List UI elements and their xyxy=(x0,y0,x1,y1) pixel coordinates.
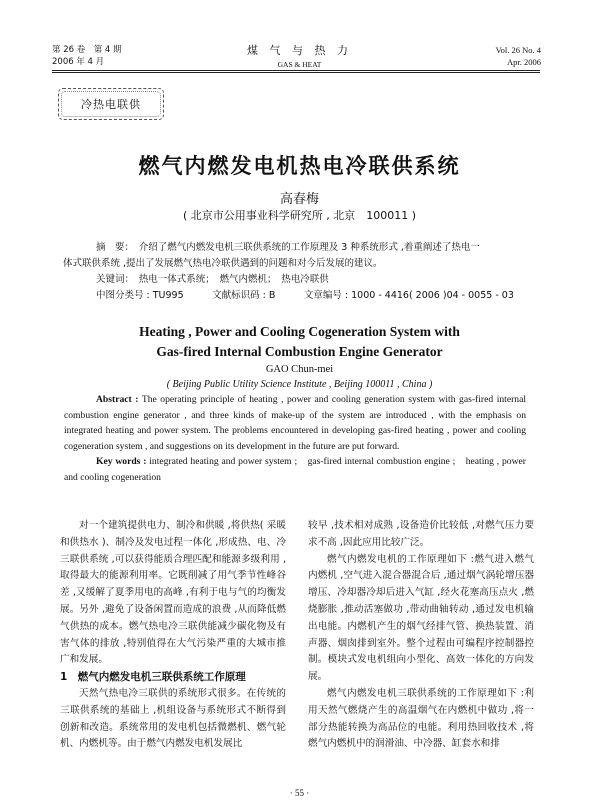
author-en: GAO Chun-mei xyxy=(265,364,334,375)
section-heading-1: 1 燃气内燃发电机三联供系统工作原理 xyxy=(60,671,246,684)
journal-name-cn: 煤 气 与 热 力 xyxy=(247,44,352,57)
author-cn: 高春梅 xyxy=(279,192,319,207)
article-title-cn: 燃气内燃发电机热电冷联供系统 xyxy=(138,154,461,178)
article-title-en-line1: Heating , Power and Cooling Cogeneration System with xyxy=(139,324,460,339)
keywords-cn: 关键词： 热电一体式系统； 燃气内燃机； 热电冷联供 xyxy=(96,274,329,285)
keywords-en-paragraph xyxy=(64,454,526,485)
body-paragraph: 较早 ,技术相对成熟 ,设备造价比较低 ,对燃气压力要求不高 ,因此应用比较广泛。 xyxy=(308,520,534,548)
article-title-en-line2: Gas-fired Internal Combustion Engine Generator xyxy=(156,344,443,359)
keywords-en-text: integrated heating and power system ; gas-fired internal combustion engine ; heating , power and cooling cogeneration xyxy=(64,456,526,483)
body-paragraph: 对一个建筑提供电力、制冷和供暖 ,将供热( 采暖和供热水 )、制冷及发电过程一体化 ,形成热、电、冷三联供系统 ,可以获得能质合理匹配和能源多级利用 ,取得最大的能源利用率。它既削减了用气季节性峰谷差 ,又缓解了夏季用电的高峰 ,有利于电与气的均衡发展。另外 ,避免了设备闲置而造成的浪费 ,从而降低燃气供热的成本。燃气热电冷三联供能减少碳化物及有害气体的排放 ,特别值得在大气污染严重的大城市推广和发展。 xyxy=(60,520,286,666)
body-paragraph: 天然气热电冷三联供的系统形式很多。在传统的三联供系统的基础上 ,机组设备与系统形式不断得到创新和改造。系统常用的发电机包括微燃机、燃气轮机、内燃机等。由于燃气内燃发电机发展比 xyxy=(60,687,286,750)
abstract-en-paragraph xyxy=(64,392,526,454)
page-number: · 55 · xyxy=(289,788,310,798)
article-title-en xyxy=(0,322,599,362)
keywords-en-label: Key words : xyxy=(96,456,147,468)
header-rule-thin xyxy=(52,72,540,73)
abstract-en-label: Abstract : xyxy=(96,394,139,405)
abstract-en-text: The operating principle of heating , power and cooling generation system with gas-fired internal combustion engine generator , and three kinds of make-up of the system are introduced , with the emphasis on integrated heating and power system. The problems encountered in developing gas-fired heating , power and cooling cogeneration system , and suggestions on its development in the future are put forward. xyxy=(64,394,526,452)
column-badge xyxy=(58,88,164,120)
affiliation-cn: ( 北京市公用事业科学研究所 , 北京 100011 ) xyxy=(182,209,417,222)
abstract-cn-line1: 摘 要： 介绍了燃气内燃发电机三联供系统的工作原理及 3 种系统形式 ,着重阐述了热电一 xyxy=(96,242,480,253)
date-cn: 2006 年 4 月 xyxy=(52,57,105,67)
volume-en: Vol. 26 No. 4 xyxy=(495,45,541,55)
header-rule xyxy=(52,70,540,71)
classification-cn: 中图分类号 : TU995 文献标识码 : B 文章编号 : 1000 - 4416( 2006 )04 - 0055 - 03 xyxy=(96,290,514,301)
body-column-left xyxy=(60,518,286,753)
abstract-cn-line2: 体式联供系统 ,提出了发展燃气热电冷联供遇到的问题和对今后发展的建议。 xyxy=(63,258,383,269)
column-badge-label: 冷热电联供 xyxy=(81,98,141,111)
body-paragraph: 燃气内燃发电机的工作原理如下 :燃气进入燃气内燃机 ,空气进入混合器混合后 ,通过烟气涡轮增压器增压、冷却器冷却后进入气缸 ,经火花塞高压点火 ,燃烧膨胀 ,推动活塞做功 ,带动曲轴转动 ,通过发电机输出电能。内燃机产生的烟气经排气管、换热装置、消声器、烟囱排到室外。整个过程由可编程序控制器控制。模块式发电机组向小型化、高效一体化的方向发展。 xyxy=(308,553,534,683)
date-en: Apr. 2006 xyxy=(507,57,541,67)
abstract-cn xyxy=(63,240,526,304)
header-right xyxy=(496,44,541,68)
affiliation-en: ( Beijing Public Utility Science Institute , Beijing 100011 , China ) xyxy=(166,379,433,390)
abstract-en xyxy=(64,392,526,486)
body-column-right xyxy=(308,518,534,753)
journal-name-en: GAS & HEAT xyxy=(277,60,322,69)
volume-cn: 第 26 卷 第 4 期 xyxy=(52,45,122,55)
body-paragraph: 燃气内燃发电机三联供系统的工作原理如下 :利用天然气燃烧产生的高温烟气在内燃机中做功 ,将一部分热能转换为高品位的电能。利用热回收技术 ,将燃气内燃机中的润滑油、中冷器、缸套水和排 xyxy=(308,687,534,750)
